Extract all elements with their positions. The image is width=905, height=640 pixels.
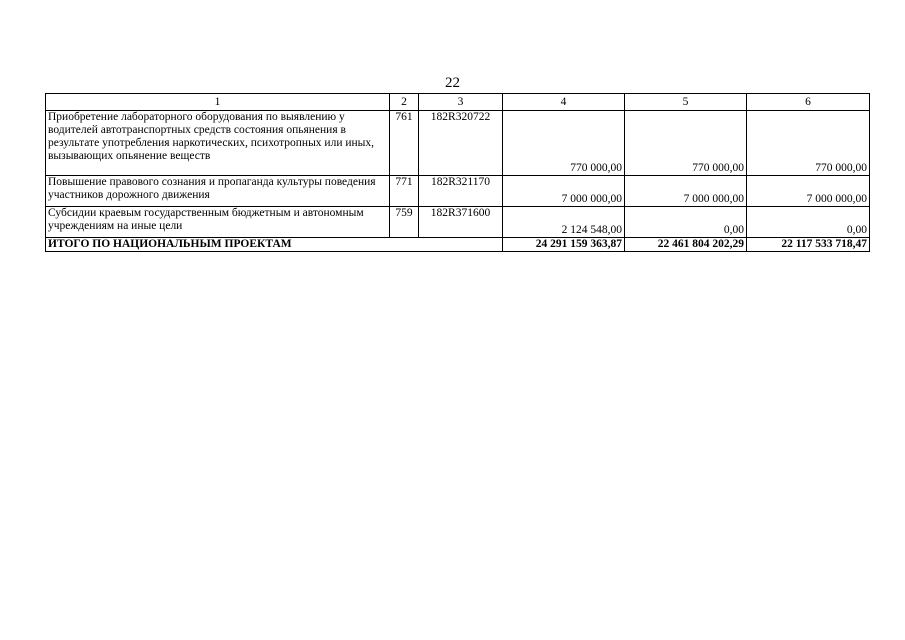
column-header-4: 4: [503, 94, 625, 111]
row-value-col6: 770 000,00: [747, 111, 870, 176]
row-name: Субсидии краевым государственным бюджетным и автономным учреждениям на иные цели: [46, 207, 390, 238]
row-target-code: 182R320722: [419, 111, 503, 176]
row-value-col4: 7 000 000,00: [503, 176, 625, 207]
table-header-row: [46, 94, 870, 111]
column-header-3: 3: [419, 94, 503, 111]
table-row: [46, 207, 870, 238]
row-admin-code: 759: [390, 207, 419, 238]
row-admin-code: 771: [390, 176, 419, 207]
column-header-5: 5: [625, 94, 747, 111]
row-value-col5: 7 000 000,00: [625, 176, 747, 207]
row-name: Повышение правового сознания и пропаганда культуры поведения участников дорожного движения: [46, 176, 390, 207]
total-value-col4: 24 291 159 363,87: [503, 238, 625, 252]
budget-table: [45, 93, 870, 252]
row-value-col6: 7 000 000,00: [747, 176, 870, 207]
total-label: ИТОГО ПО НАЦИОНАЛЬНЫМ ПРОЕКТАМ: [46, 238, 503, 252]
total-value-col6: 22 117 533 718,47: [747, 238, 870, 252]
total-value-col5: 22 461 804 202,29: [625, 238, 747, 252]
row-value-col5: 0,00: [625, 207, 747, 238]
row-value-col6: 0,00: [747, 207, 870, 238]
page-number: 22: [445, 75, 460, 91]
table-row: [46, 111, 870, 176]
row-value-col4: 2 124 548,00: [503, 207, 625, 238]
row-target-code: 182R371600: [419, 207, 503, 238]
row-admin-code: 761: [390, 111, 419, 176]
row-value-col5: 770 000,00: [625, 111, 747, 176]
total-row: [46, 238, 870, 252]
row-value-col4: 770 000,00: [503, 111, 625, 176]
column-header-2: 2: [390, 94, 419, 111]
column-header-6: 6: [747, 94, 870, 111]
row-name: Приобретение лабораторного оборудования по выявлению у водителей автотранспортных средств состояния опьянения в результате употребления наркотических, психотропных или иных, вызывающих опьянение веществ: [46, 111, 390, 176]
table-row: [46, 176, 870, 207]
row-target-code: 182R321170: [419, 176, 503, 207]
column-header-1: 1: [46, 94, 390, 111]
